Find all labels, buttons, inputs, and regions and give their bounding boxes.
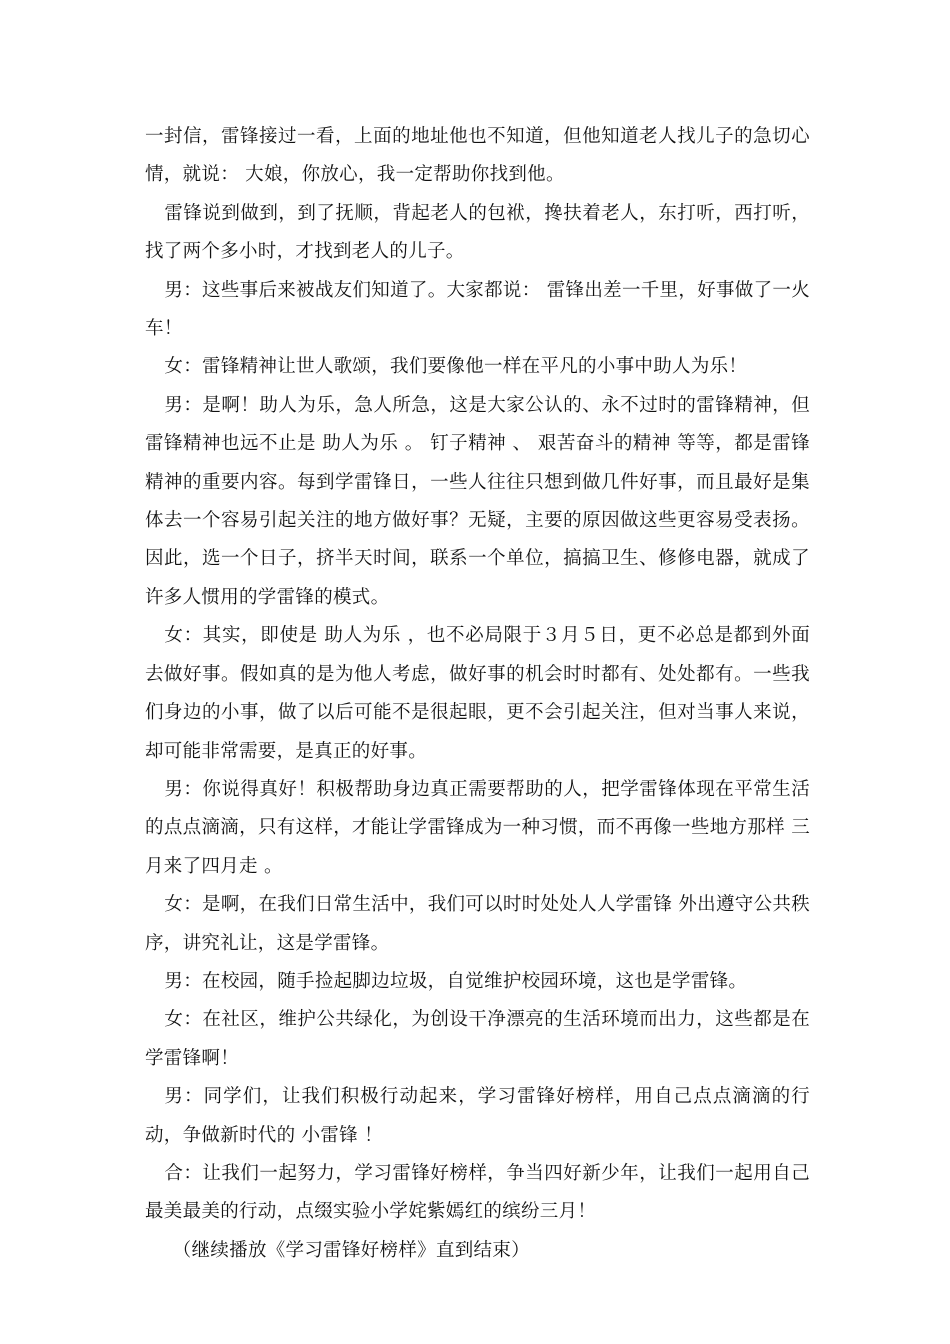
paragraph-female-4: 女：在社区，维护公共绿化，为创设干净漂亮的生活环境而出力，这些都是在学雷锋啊！ (145, 1009, 810, 1069)
paragraph-male-5: 男：同学们，让我们积极行动起来，学习雷锋好榜样，用自己点点滴滴的行动，争做新时代的 小雷锋 ！ (145, 1086, 810, 1146)
paragraph-male-3: 男：你说得真好！积极帮助身边真正需要帮助的人，把学雷锋体现在平常生活的点点滴滴，只有这样，才能让学雷锋成为一种习惯，而不再像一些地方那样 三月来了四月走 。 (145, 778, 810, 877)
paragraph-male-2: 男：是啊！助人为乐，急人所急，这是大家公认的、永不过时的雷锋精神，但雷锋精神也远不止是 助人为乐 。 钉子精神 、 艰苦奋斗的精神 等等，都是雷锋精神的重要内容。每到学雷锋日，一些人往往只想到做几件好事，而且最好是集体去一个容易引起关注的地方做好事？无疑，主要的原因做这些更容易受表扬。因此，选一个日子，挤半天时间，联系一个单位，搞搞卫生、修修电器，就成了许多人惯用的学雷锋的模式。 (145, 394, 810, 608)
paragraph-female-3: 女：是啊，在我们日常生活中，我们可以时时处处人人学雷锋 外出遵守公共秩序，讲究礼让，这是学雷锋。 (145, 894, 810, 954)
paragraph-stage-direction: （继续播放《学习雷锋好榜样》直到结束） (172, 1239, 530, 1261)
paragraph-male-4: 男：在校园，随手捡起脚边垃圾，自觉维护校园环境，这也是学雷锋。 (164, 970, 748, 992)
paragraph-male-1: 男：这些事后来被战友们知道了。大家都说： 雷锋出差一千里，好事做了一火车！ (145, 279, 810, 340)
paragraph-female-2: 女：其实，即使是 助人为乐 ，也不必局限于３月５日，更不必总是都到外面去做好事。假如真的是为他人考虑，做好事的机会时时都有、处处都有。一些我们身边的小事，做了以后可能不是很起眼，更不会引起关注，但对当事人来说，却可能非常需要，是真正的好事。 (145, 625, 810, 762)
paragraph-narration: 雷锋说到做到，到了抚顺，背起老人的包袱，搀扶着老人，东打听，西打听，找了两个多小时，才找到老人的儿子。 (145, 202, 810, 263)
paragraph-together: 合：让我们一起努力，学习雷锋好榜样，争当四好新少年，让我们一起用自己最美最美的行动，点缀实验小学姹紫嫣红的缤纷三月！ (145, 1162, 810, 1223)
paragraph-continuation: 一封信，雷锋接过一看，上面的地址他也不知道，但他知道老人找儿子的急切心情，就说： 大娘，你放心，我一定帮助你找到他。 (145, 126, 810, 186)
document-body (145, 118, 810, 1270)
paragraph-female-1: 女：雷锋精神让世人歌颂，我们要像他一样在平凡的小事中助人为乐！ (164, 356, 748, 378)
